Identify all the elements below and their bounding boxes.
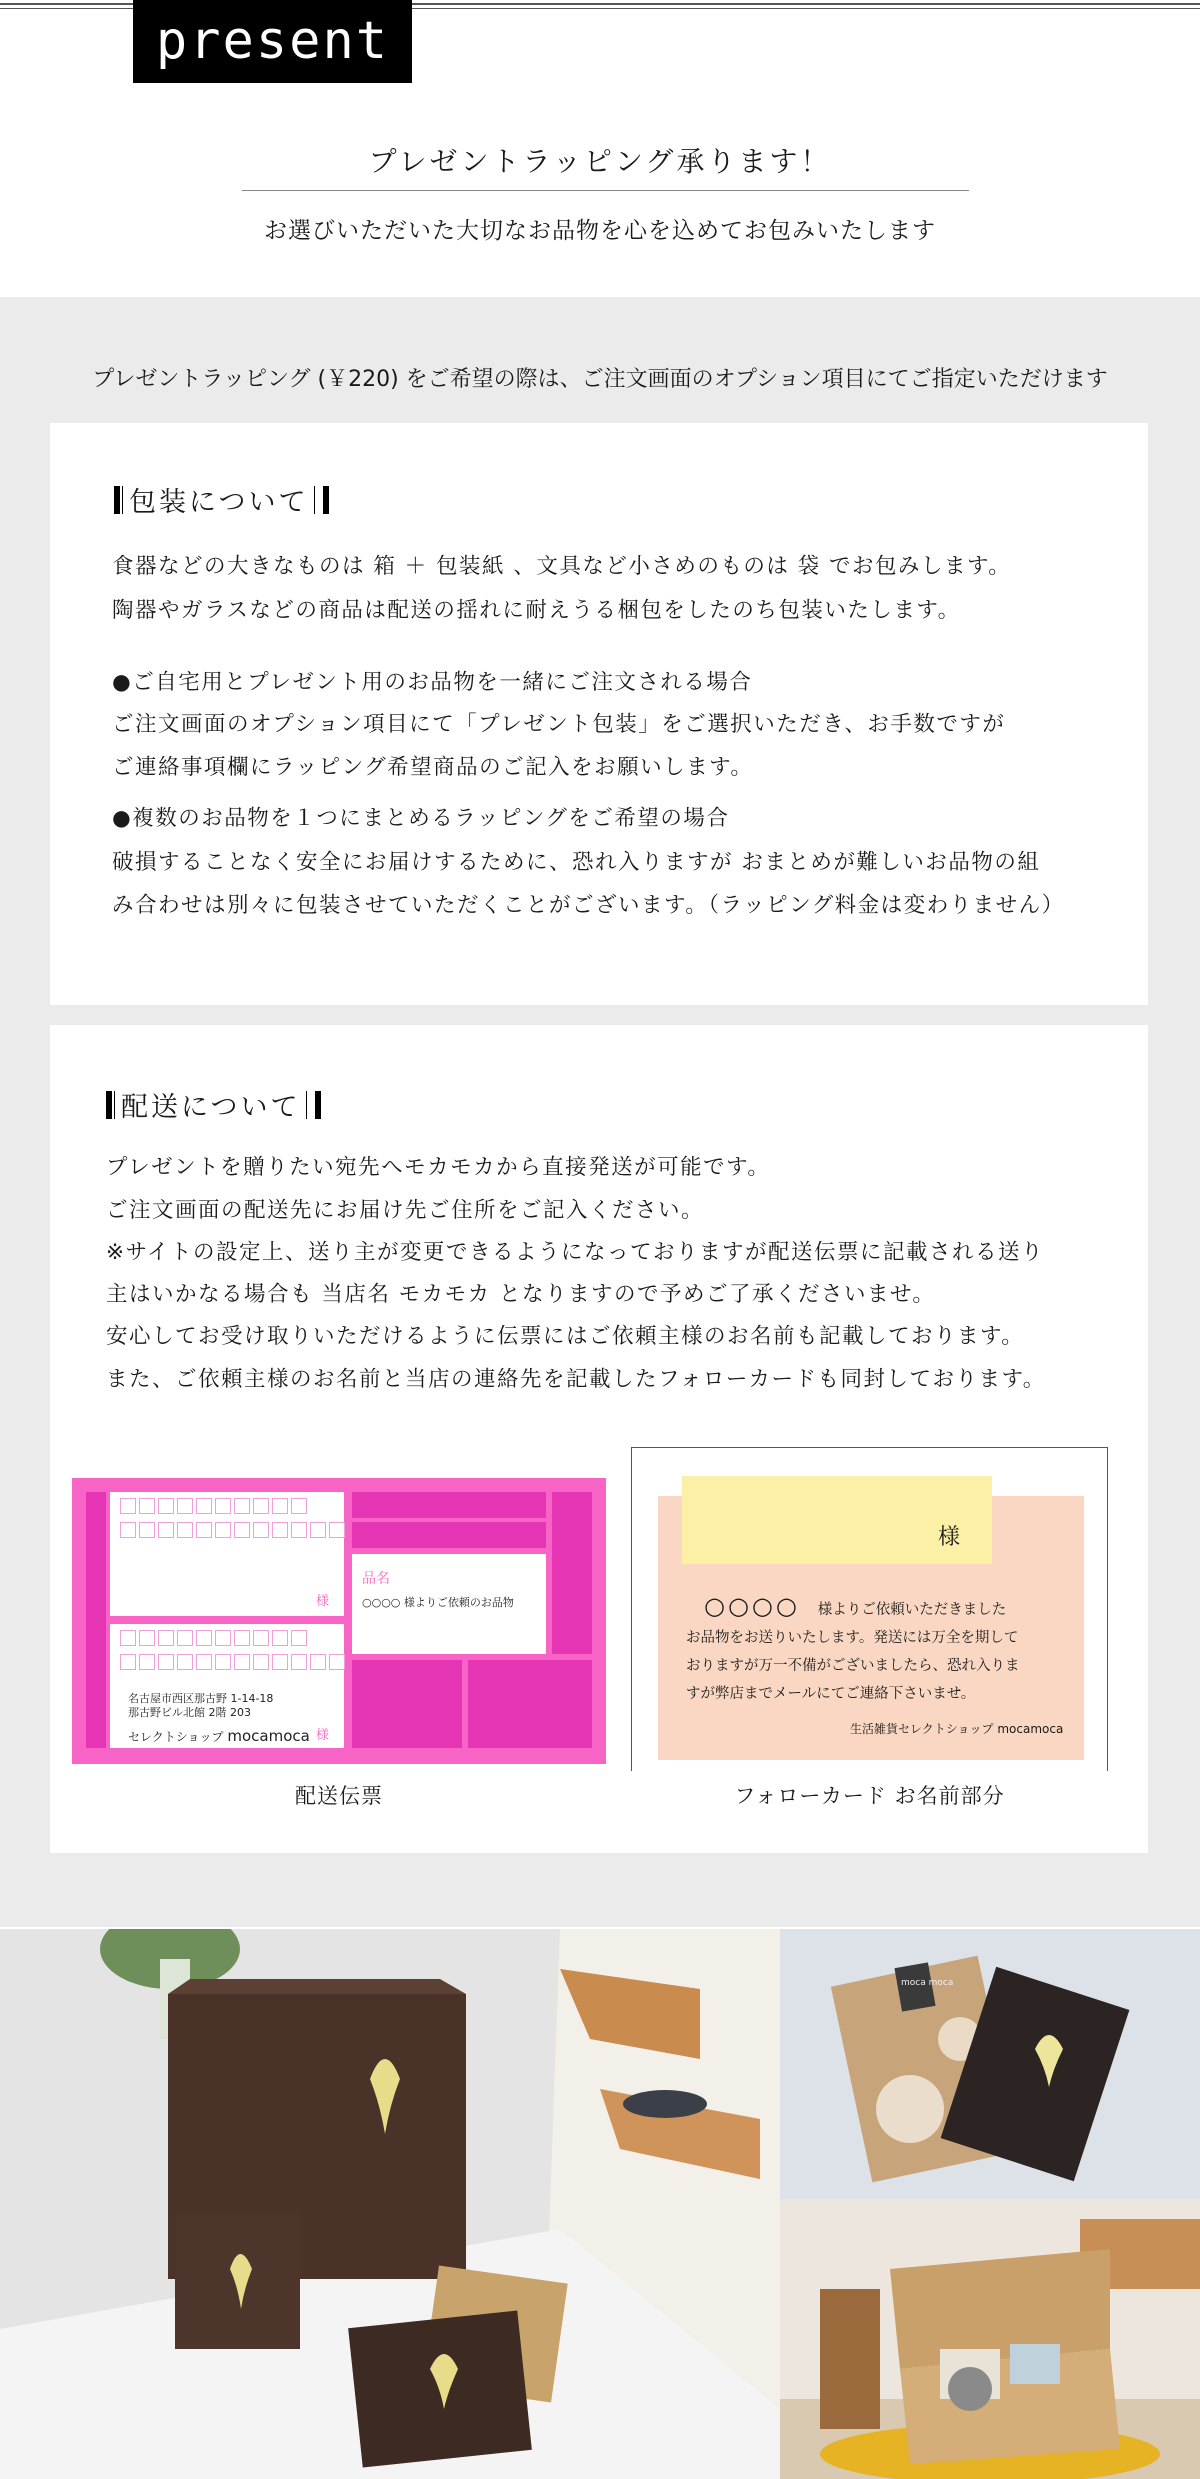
- slip-sama-2: 様: [316, 1728, 330, 1743]
- packaging-line: ●ご自宅用とプレゼント用のお品物を一緒にご注文される場合: [112, 670, 753, 695]
- slip-item-text: ○○○○ 様よりご依頼のお品物: [362, 1596, 514, 1609]
- open-box-image: [780, 2199, 1200, 2479]
- slip-address-line-2: 那古野ビル北館 2階 203: [128, 1706, 251, 1719]
- slip-shop-prefix: セレクトショップ: [128, 1730, 224, 1744]
- shipping-line: また、ご依頼主様のお名前と当店の連絡先を記載したフォローカードも同封しております。: [106, 1367, 1046, 1392]
- packaging-line: ご注文画面のオプション項目にて「プレゼント包装」をご選択いただき、お手数ですが: [112, 712, 1006, 737]
- open-box-photo: [780, 2199, 1200, 2479]
- shipping-slip-illustration: [72, 1478, 606, 1764]
- packaging-line: ご連絡事項欄にラッピング希望商品のご記入をお願いします。: [112, 755, 754, 780]
- gift-boxes-image: [0, 1929, 780, 2479]
- slip-item-label: 品名: [362, 1571, 390, 1587]
- follow-caption: フォローカード お名前部分: [734, 1784, 1005, 1808]
- follow-text-4: すが弊店までメールにてご連絡下さいませ。: [686, 1686, 976, 1702]
- follow-card-text: [686, 1592, 1086, 1708]
- packaging-card: [50, 423, 1148, 1005]
- price-note: プレゼントラッピング (￥220) をご希望の際は、ご注文画面のオプション項目にてご指定いただけます: [92, 367, 1108, 392]
- gift-bags-photo: [780, 1929, 1200, 2199]
- slip-sama-1: 様: [316, 1594, 330, 1609]
- follow-text-2: お品物をお送りいたします。発送には万全を期して: [686, 1630, 1019, 1646]
- shipping-heading-text: 配送について: [121, 1092, 301, 1123]
- follow-text-3: おりますが万一不備がございましたら、恐れ入りま: [686, 1658, 1020, 1674]
- slip-shop-name: mocamoca: [227, 1727, 310, 1745]
- packaging-line: 破損することなく安全にお届けするために、恐れ入りますが おまとめが難しいお品物の組: [112, 850, 1041, 875]
- packaging-heading: [112, 480, 331, 519]
- follow-card-illustration: [631, 1447, 1108, 1771]
- packaging-line: ●複数のお品物を１つにまとめるラッピングをご希望の場合: [112, 806, 730, 831]
- slip-address-line-1: 名古屋市西区那古野 1-14-18: [128, 1692, 274, 1705]
- packaging-line: み合わせは別々に包装させていただくことがございます。（ラッピング料金は変わりません）: [112, 893, 1065, 918]
- shipping-line: 安心してお受け取りいただけるように伝票にはご依頼主様のお名前も記載しております。: [106, 1324, 1025, 1349]
- packaging-line: 陶器やガラスなどの商品は配送の揺れに耐えうる梱包をしたのち包装いたします。: [112, 598, 961, 623]
- gift-bags-image: [780, 1929, 1200, 2199]
- present-tab: present: [133, 0, 412, 83]
- follow-text-1: 様よりご依頼いただきました: [817, 1602, 1007, 1618]
- shipping-line: 主はいかなる場合も 当店名 モカモカ となりますので予めご了承くださいませ。: [106, 1282, 936, 1307]
- gift-boxes-photo: [0, 1929, 780, 2479]
- slip-shop: [128, 1727, 310, 1745]
- intro-title: プレゼントラッピング承ります！: [368, 145, 832, 178]
- shipping-line: プレゼントを贈りたい宛先へモカモカから直接発送が可能です。: [106, 1155, 771, 1180]
- bag-logo-text: moca moca: [901, 1978, 954, 1988]
- shipping-line: ご注文画面の配送先にお届け先ご住所をご記入ください。: [106, 1198, 705, 1223]
- shipping-heading: [104, 1085, 323, 1124]
- intro-subtitle: お選びいただいた大切なお品物を心を込めてお包みいたします: [264, 218, 936, 244]
- slip-recipient-area: [110, 1492, 344, 1616]
- follow-circles: ○○○○: [704, 1592, 800, 1620]
- follow-shop: 生活雑貨セレクトショップ mocamoca: [850, 1722, 1064, 1736]
- slip-address: [128, 1692, 273, 1720]
- packaging-line: 食器などの大きなものは 箱 ＋ 包装紙 、文具など小さめのものは 袋 でお包みします。: [112, 554, 1012, 579]
- intro-divider: [242, 190, 969, 191]
- shipping-line: ※サイトの設定上、送り主が変更できるようになっておりますが配送伝票に記載される送り: [106, 1240, 1045, 1265]
- slip-caption: 配送伝票: [295, 1784, 383, 1808]
- packaging-heading-text: 包装について: [129, 487, 309, 518]
- follow-sama: 様: [938, 1525, 961, 1550]
